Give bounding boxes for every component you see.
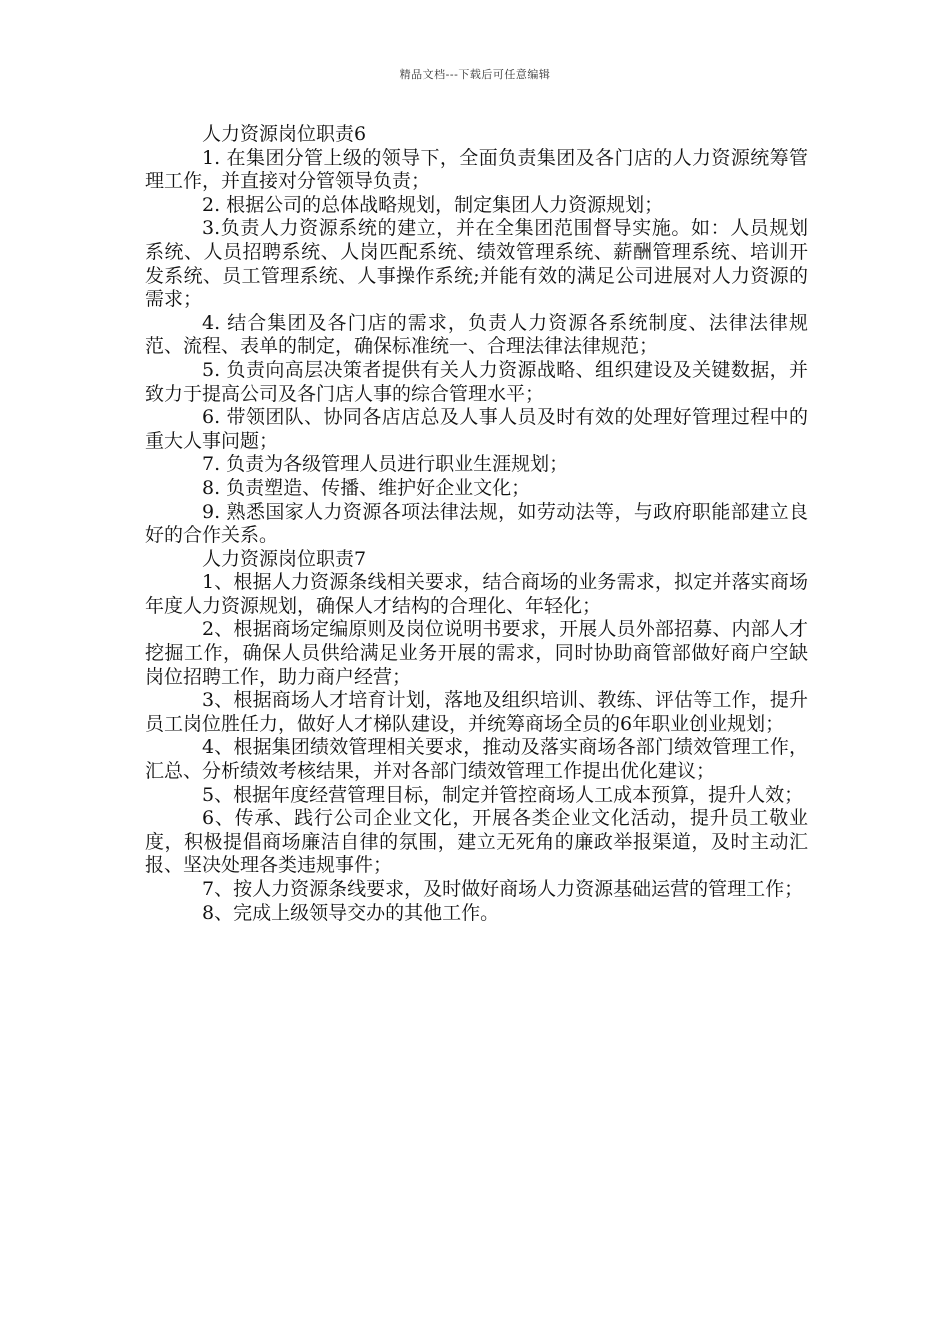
duty-paragraph: 5、根据年度经营管理目标，制定并管控商场人工成本预算，提升人效； bbox=[202, 783, 804, 806]
document-body bbox=[145, 123, 808, 925]
duty-paragraph: 1. 在集团分管上级的领导下，全面负责集团及各门店的人力资源统筹管理工作，并直接对分管领导负责； bbox=[145, 146, 808, 193]
section-title-7: 人力资源岗位职责7 bbox=[202, 547, 367, 570]
duty-paragraph: 4. 结合集团及各门店的需求，负责人力资源各系统制度、法律法律规范、流程、表单的制定，确保标准统一、合理法律法律规范； bbox=[145, 311, 808, 358]
duty-paragraph: 7. 负责为各级管理人员进行职业生涯规划； bbox=[202, 453, 569, 476]
duty-paragraph: 3、根据商场人才培育计划，落地及组织培训、教练、评估等工作，提升员工岗位胜任力，做好人才梯队建设，并统筹商场全员的6年职业创业规划； bbox=[145, 689, 808, 735]
duty-paragraph: 2. 根据公司的总体战略规划，制定集团人力资源规划； bbox=[202, 193, 664, 216]
duty-paragraph: 1、根据人力资源条线相关要求，结合商场的业务需求，拟定并落实商场年度人力资源规划，确保人才结构的合理化、年轻化； bbox=[145, 571, 808, 617]
duty-paragraph: 7、按人力资源条线要求，及时做好商场人力资源基础运营的管理工作； bbox=[202, 878, 804, 900]
page-header: 精品文档---下载后可任意编辑 bbox=[399, 68, 551, 81]
duty-paragraph: 8、完成上级领导交办的其他工作。 bbox=[202, 901, 500, 924]
section-title-6: 人力资源岗位职责6 bbox=[202, 123, 367, 145]
duty-paragraph: 6. 带领团队、协同各店店总及人事人员及时有效的处理好管理过程中的重大人事问题； bbox=[145, 406, 808, 452]
duty-paragraph: 3.负责人力资源系统的建立，并在全集团范围督导实施。如：人员规划系统、人员招聘系统、人岗匹配系统、绩效管理系统、薪酬管理系统、培训开发系统、员工管理系统、人事操作系统;并能有效的满足公司进展对人力资源的需求； bbox=[145, 217, 808, 311]
duty-paragraph: 2、根据商场定编原则及岗位说明书要求，开展人员外部招募、内部人才挖掘工作，确保人员供给满足业务开展的需求，同时协助商管部做好商户空缺岗位招聘工作，助力商户经营； bbox=[145, 618, 808, 688]
duty-paragraph: 6、传承、践行公司企业文化，开展各类企业文化活动，提升员工敬业度，积极提倡商场廉洁自律的氛围，建立无死角的廉政举报渠道，及时主动汇报、坚决处理各类违规事件； bbox=[145, 807, 808, 877]
duty-paragraph: 9. 熟悉国家人力资源各项法律法规，如劳动法等，与政府职能部建立良好的合作关系。 bbox=[145, 500, 808, 547]
duty-paragraph: 5. 负责向高层决策者提供有关人力资源战略、组织建设及关键数据，并致力于提高公司及各门店人事的综合管理水平； bbox=[145, 358, 808, 405]
duty-paragraph: 8. 负责塑造、传播、维护好企业文化； bbox=[202, 476, 531, 499]
duty-paragraph: 4、根据集团绩效管理相关要求，推动及落实商场各部门绩效管理工作，汇总、分析绩效考核结果，并对各部门绩效管理工作提出优化建议； bbox=[145, 736, 808, 783]
